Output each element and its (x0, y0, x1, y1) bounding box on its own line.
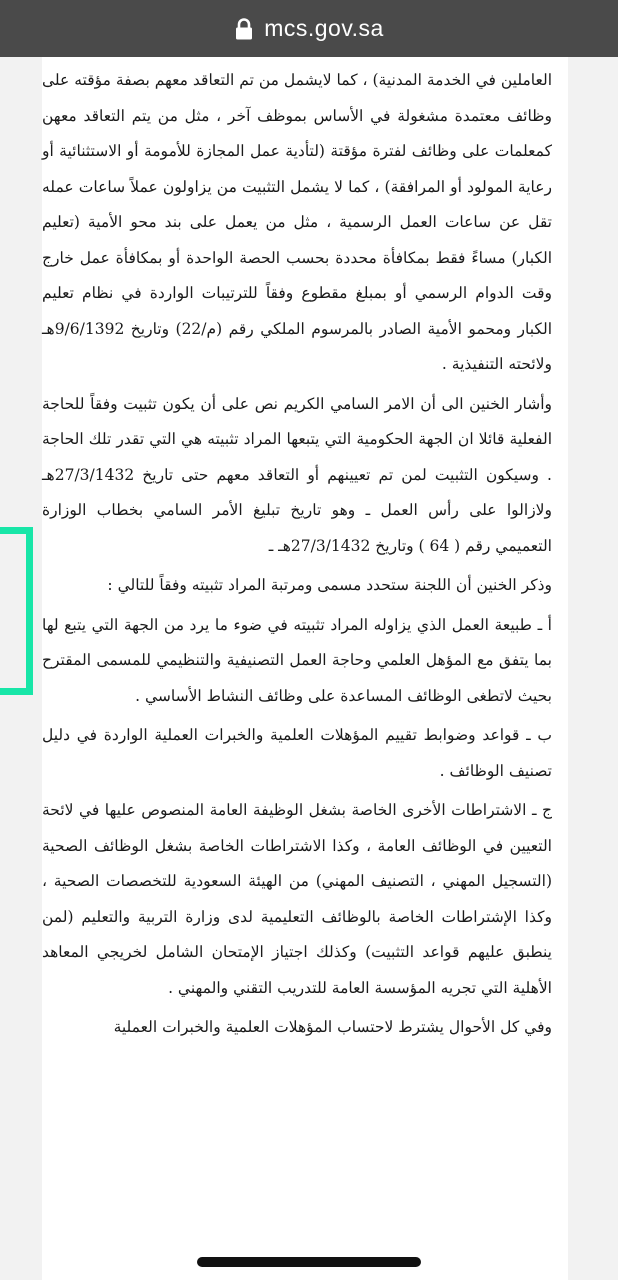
article-paragraph: وذكر الخنين أن اللجنة ستحدد مسمى ومرتبة المراد تثبيته وفقاً للتالي : (107, 576, 552, 594)
lock-icon (234, 18, 254, 40)
home-indicator[interactable] (197, 1257, 421, 1267)
article-paragraph: ب ـ قواعد وضوابط تقييم المؤهلات العلمية والخبرات العملية الواردة في دليل تصنيف الوظائف . (42, 726, 552, 780)
article-page (42, 57, 568, 1280)
article-paragraph: أ ـ طبيعة العمل الذي يزاوله المراد تثبيته في ضوء ما يرد من الجهة التي يتبع لها بما يتفق مع المؤهل العلمي وحاجة العمل التصنيفية والتنظيمي للمسمى المقترح بحيث لاتطغى الوظائف المساعدة على وظائف النشاط الأساسي . (42, 615, 552, 705)
article-paragraph: العاملين في الخدمة المدنية) ، كما لايشمل من تم التعاقد معهم بصفة مؤقته على وظائف معتمدة مشغولة في الأساس بموظف آخر ، مثل من يتم التعاقد معهن كمعلمات على وظائف لفترة مؤقتة (لتأدية عمل المجازة للأمومة أو الاستثنائية أو رعاية المولود أو المرافقة) ، كما لا يشمل التثبيت من يزاولون عملاً ساعات عمله تقل عن ساعات العمل الرسمية ، مثل من يعمل على بند محو الأمية (تعليم الكبار) مساءً فقط بمكافأة محددة بحسب الحصة الواحدة أو بمكافأة عمل خارج وقت الدوام الرسمي أو بمبلغ مقطوع وفقاً للترتيبات الواردة في نظام تعليم الكبار ومحمو الأمية الصادر بالمرسوم الملكي رقم (م/22) وتاريخ 9/6/1392هـ ولائحته التنفيذية . (42, 71, 553, 373)
url-text: mcs.gov.sa (264, 15, 384, 41)
article-paragraph: ج ـ الاشتراطات الأخرى الخاصة بشغل الوظيفة العامة المنصوص عليها في لائحة التعيين في الوظائف العامة ، وكذا الاشتراطات الخاصة بشغل الوظائف الصحية (التسجيل المهني ، التصنيف المهني) من الهيئة السعودية للتخصصات الصحية ، وكذا الإشتراطات الخاصة بالوظائف التعليمية لدى وزارة التربية والتعليم (لمن ينطبق عليهم قواعد التثبيت) وكذلك اجتياز الإمتحان الشامل لخريجي المعاهد الأهلية التي تجريه المؤسسة العامة للتدريب التقني والمهني . (42, 801, 552, 997)
article-paragraph: وأشار الخنين الى أن الامر السامي الكريم نص على أن يكون تثبيت وفقاً للحاجة الفعلية قائلا ان الجهة الحكومية التي يتبعها المراد تثبيته هي التي تقدر تلك الحاجة . وسيكون التثبيت لمن تم تعيينهم أو التعاقد معهم حتى تاريخ 27/3/1432هـ ولازالوا على رأس العمل ـ وهو تاريخ تبليغ الأمر السامي بخطاب الوزارة التعميمي رقم ( 64 ) وتاريخ 27/3/1432هـ ـ (42, 394, 552, 555)
highlight-bracket (0, 527, 33, 695)
article-paragraph: وفي كل الأحوال يشترط لاحتساب المؤهلات العلمية والخبرات العملية (113, 1018, 552, 1036)
article-body (42, 63, 560, 1050)
browser-address-bar[interactable] (0, 0, 618, 57)
